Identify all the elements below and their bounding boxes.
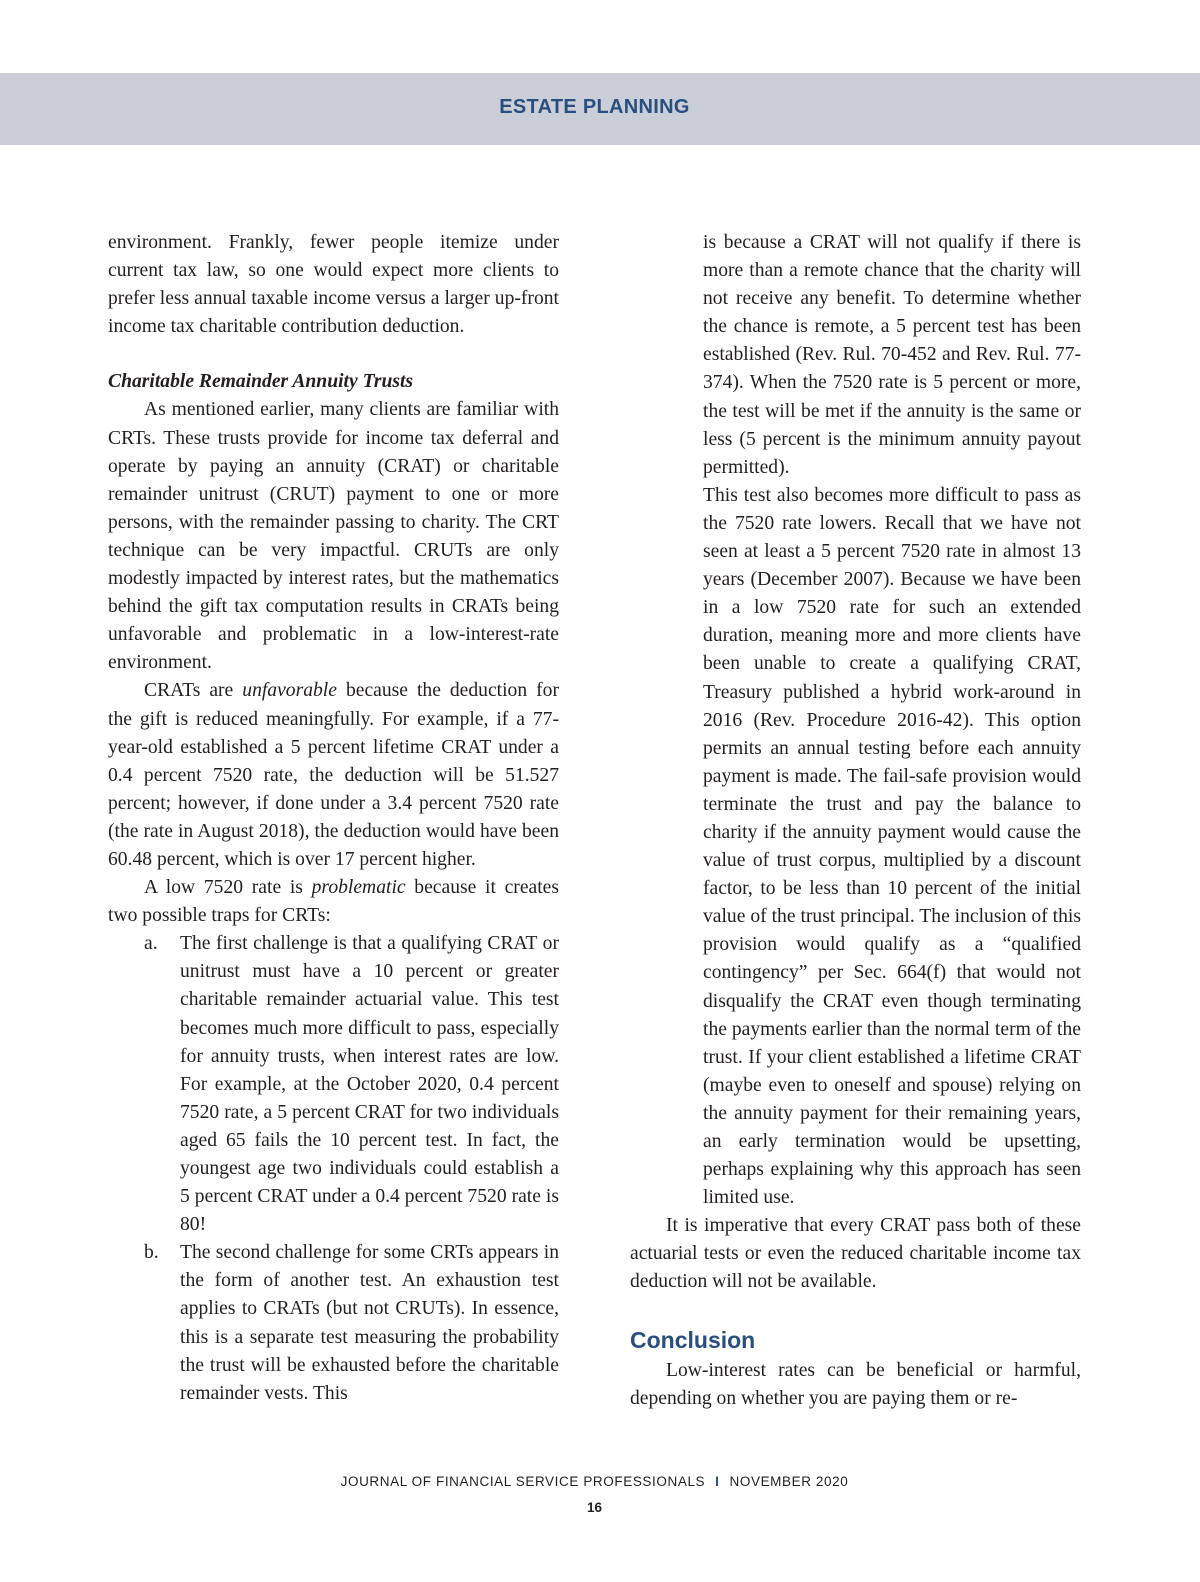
right-column — [630, 229, 1081, 1413]
conclusion-heading: Conclusion — [630, 1326, 756, 1353]
paragraph: Low-interest rates can be beneficial or harmful, depending on whether you are paying them or re- — [630, 1359, 1081, 1409]
paragraph: A low 7520 rate is problematic because it creates two possible traps for CRTs: — [108, 877, 559, 927]
left-column — [108, 229, 559, 1408]
list-marker: a. — [144, 933, 158, 955]
list-continuation: This test also becomes more difficult to pass as the 7520 rate lowers. Recall that we have not seen at least a 5 percent 7520 rate in almost 13 years (December 2007). Because we have been in a low 7520 rate for such an extended duration, meaning more and more clients have been unable to create a qualifying CRAT, Treasury published a hybrid work-around in 2016 (Rev. Procedure 2016-42). This option permits an annual testing before each annuity payment is made. The fail-safe provision would terminate the trust and pay the balance to charity if the annuity payment would cause the value of trust corpus, multiplied by a discount factor, to be less than 10 percent of the initial value of the trust principal. The inclusion of this provision would qualify as a “qualified contingency” per Sec. 664(f) that would not disqualify the CRAT even though terminating the payments earlier than the normal term of the trust. If your client established a lifetime CRAT (maybe even to oneself and spouse) relying on the annuity payment for their remaining years, an early termination would be upsetting, perhaps explaining why this approach has seen limited use. — [703, 484, 1081, 1209]
list-marker: b. — [144, 1242, 159, 1264]
issue-date: NOVEMBER 2020 — [729, 1474, 849, 1489]
intro-paragraph: environment. Frankly, fewer people itemize under current tax law, so one would expect more clients to prefer less annual taxable income versus a larger up-front income tax charitable contribution deduction. — [108, 232, 559, 338]
emphasis-text: problematic — [311, 877, 406, 899]
list-item — [108, 1239, 559, 1408]
paragraph: It is imperative that every CRAT pass both of these actuarial tests or even the reduced charitable income tax deduction will not be available. — [630, 1215, 1081, 1293]
paragraph: CRATs are unfavorable because the deduction for the gift is reduced meaningfully. For example, if a 77-year-old established a 5 percent lifetime CRAT under a 0.4 percent 7520 rate, the deduction will be 51.527 percent; however, if done under a 3.4 percent 7520 rate (the rate in August 2018), the deduction would have been 60.48 percent, which is over 17 percent higher. — [108, 680, 559, 870]
list-continuation: is because a CRAT will not qualify if there is more than a remote chance that the charity will not receive any benefit. To determine whether the chance is remote, a 5 percent test has been established (Rev. Rul. 70-452 and Rev. Rul. 77-374). When the 7520 rate is 5 percent or more, the test will be met if the annuity is the same or less (5 percent is the minimum annuity payout permitted). — [703, 232, 1081, 478]
emphasis-text: unfavorable — [242, 680, 337, 702]
list-item-text: The first challenge is that a qualifying CRAT or unitrust must have a 10 percent or greater charitable remainder actuarial value. This test becomes much more difficult to pass, especially for annuity trusts, when interest rates are low. For example, at the October 2020, 0.4 percent 7520 rate, a 5 percent CRAT for two individuals aged 65 fails the 10 percent test. In fact, the youngest age two individuals could establish a 5 percent CRAT under a 0.4 percent 7520 rate is 80! — [180, 933, 559, 1236]
subheading: Charitable Remainder Annuity Trusts — [108, 371, 414, 393]
journal-name: JOURNAL OF FINANCIAL SERVICE PROFESSIONALS — [340, 1474, 706, 1489]
list-item-text: The second challenge for some CRTs appears in the form of another test. An exhaustion test applies to CRATs (but not CRUTs). In essence, this is a separate test measuring the probability the trust will be exhausted before the charitable remainder vests. This — [180, 1242, 559, 1404]
page-number: 16 — [586, 1500, 603, 1515]
paragraph: As mentioned earlier, many clients are familiar with CRTs. These trusts provide for income tax deferral and operate by paying an annuity (CRAT) or charitable remainder unitrust (CRUT) payment to one or more persons, with the remainder passing to charity. The CRT technique can be very impactful. CRUTs are only modestly impacted by interest rates, but the mathematics behind the gift tax computation results in CRATs being unfavorable and problematic in a low-interest-rate environment. — [108, 399, 559, 674]
section-title: ESTATE PLANNING — [499, 96, 690, 118]
footer-separator: I — [715, 1474, 720, 1489]
list-item — [108, 930, 559, 1239]
footer — [0, 1474, 1189, 1489]
